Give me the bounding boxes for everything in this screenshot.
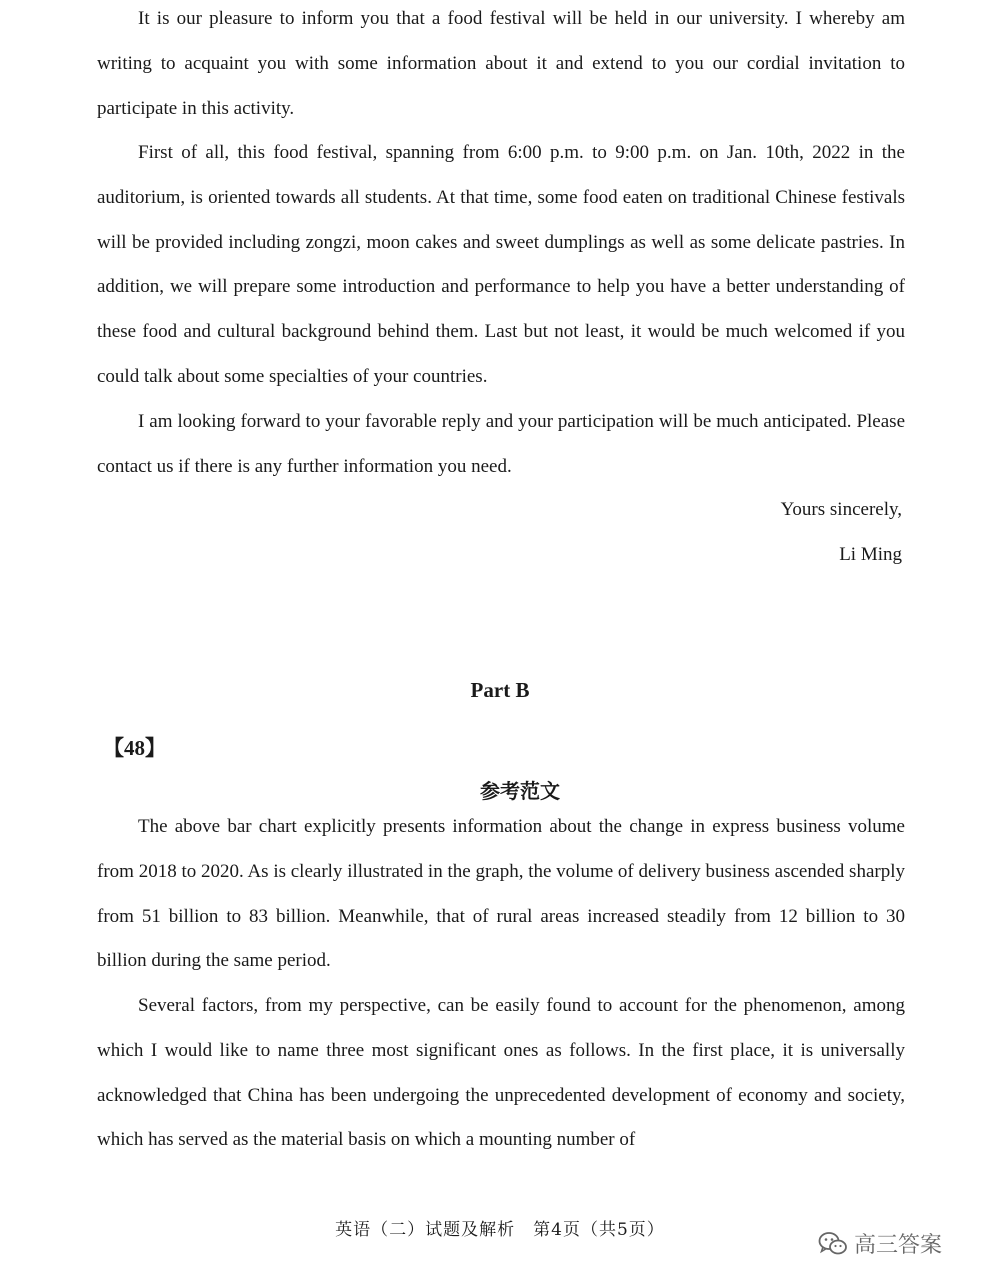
watermark-text: 高三答案 [854,1233,943,1258]
essay-paragraph-2: Several factors, from my perspective, can be easily found to account for the phenomenon, among which I would like to name three most significant ones as follows. In the first place, it is universally acknowledged that China has been undergoing the unprecedented development of economy and society, which has served as the material basis on which a mounting number of [97,995,905,1151]
letter-closing: Yours sincerely, [780,499,902,520]
letter-paragraph-2: First of all, this food festival, spanning from 6:00 p.m. to 9:00 p.m. on Jan. 10th, 2022 in the auditorium, is oriented towards all students. At that time, some food eaten on traditional Chinese festivals will be provided including zongzi, moon cakes and sweet dumplings as well as some delicate pastries. In addition, we will prepare some introduction and performance to help you have a better understanding of these food and cultural background behind them. Last but not least, it would be much welcomed if you could talk about some specialties of your countries. [97,142,905,387]
page-footer: 英语（二）试题及解析 第4页（共5页） [335,1220,665,1240]
essay-heading: 参考范文 [480,779,560,803]
letter-paragraph-1: It is our pleasure to inform you that a food festival will be held in our university. I whereby am writing to acquaint you with some information about it and extend to you our cordial invitation to participate in this activity. [97,8,905,119]
essay-paragraph-1: The above bar chart explicitly presents information about the change in express business volume from 2018 to 2020. As is clearly illustrated in the graph, the volume of delivery business ascended sharply from 51 billion to 83 billion. Meanwhile, that of rural areas increased steadily from 12 billion to 30 billion during the same period. [97,816,905,972]
watermark [818,1228,942,1259]
wechat-icon [818,1231,848,1257]
letter-paragraph-3: I am looking forward to your favorable reply and your participation will be much anticipated. Please contact us if there is any further information you need. [97,411,905,477]
letter-signature: Li Ming [839,544,902,565]
part-b-title: Part B [470,678,530,702]
question-number: 【48】 [103,736,166,760]
